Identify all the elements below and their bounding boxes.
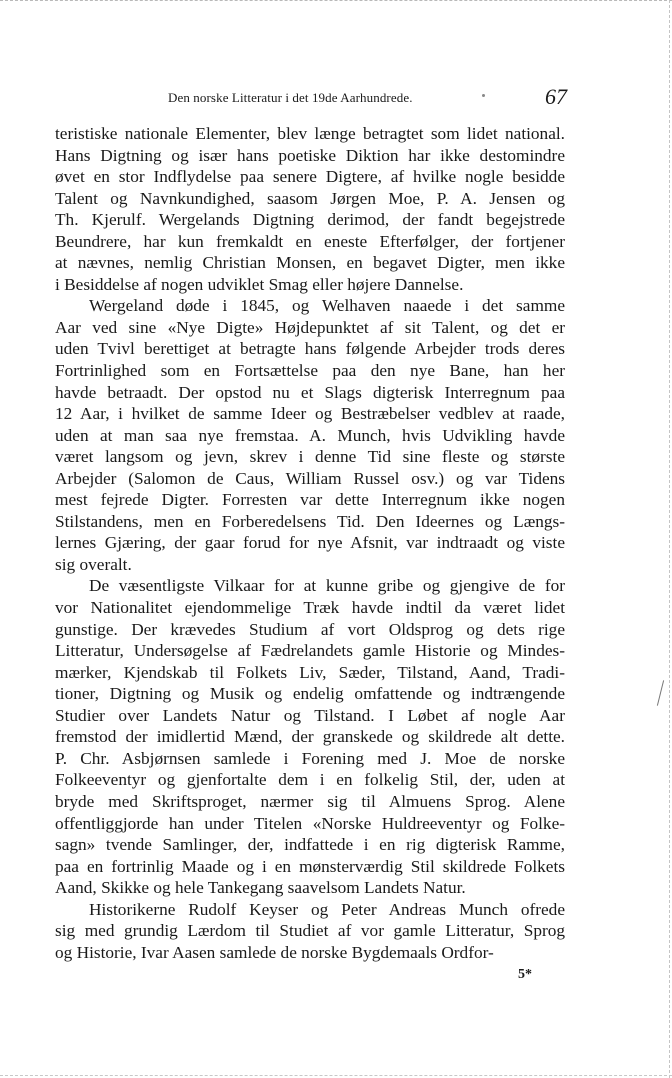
text-line: lernes Gjæring, der gaar forud for nye Afsnit, var indtraadt og viste: [55, 533, 565, 553]
text-line: teristiske nationale Elementer, blev længe betragtet som lidet national.: [55, 124, 565, 143]
text-line: mærker, Kjendskab til Folkets Liv, Sæder, Tilstand, Aand, Tradi-: [55, 662, 565, 682]
running-head: Den norske Litteratur i det 19de Aarhundrede.: [168, 90, 413, 105]
paragraph: [55, 575, 565, 898]
text-line: bryde med Skriftsproget, nærmer sig til Almuens Sprog. Alene: [55, 791, 565, 811]
text-line: uden Tvivl berettiget at betragte hans følgende Arbejder trods deres: [55, 339, 565, 359]
text-line: gunstige. Der krævedes Studium af vort Oldsprog og dets rige: [55, 619, 565, 639]
text-line: Litteratur, Undersøgelse af Fædrelandets gamle Historie og Mindes-: [55, 641, 565, 661]
signature-mark: 5*: [518, 967, 532, 982]
text-line: Historikerne Rudolf Keyser og Peter Andreas Munch ofrede: [89, 899, 565, 919]
text-line: øvet en stor Indflydelse paa senere Digtere, af hvilke nogle besidde: [55, 167, 565, 187]
text-line: uden at man saa nye fremstaa. A. Munch, hvis Udvikling havde: [55, 425, 565, 445]
text-line: De væsentligste Vilkaar for at kunne gribe og gjengive de for: [89, 576, 565, 596]
text-line: vor Nationalitet ejendommelige Træk havde indtil da været lidet: [55, 598, 565, 618]
text-line: mest fejrede Digter. Forresten var dette Interregnum ikke nogen: [55, 490, 565, 510]
text-line: sig overalt.: [55, 554, 132, 574]
text-line: Aand, Skikke og hele Tankegang saavelsom Landets Natur.: [55, 878, 466, 898]
text-line: P. Chr. Asbjørnsen samlede i Forening med J. Moe de norske: [55, 748, 565, 768]
paragraph: [55, 295, 565, 575]
text-line: tioner, Digtning og Musik og endelig omfattende og indtrængende: [55, 684, 565, 704]
scan-edge-right: [668, 0, 670, 1078]
text-line: Wergeland døde i 1845, og Welhaven naaede i det samme: [89, 296, 565, 316]
text-line: og Historie, Ivar Aasen samlede de norske Bygdemaals Ordfor-: [55, 942, 494, 962]
text-line: i Besiddelse af nogen udviklet Smag eller højere Dannelse.: [55, 274, 464, 294]
text-line: havde betraadt. Der opstod nu et Slags digterisk Interregnum paa: [55, 382, 565, 402]
text-line: Aar ved sine «Nye Digte» Højdepunktet af sit Talent, og det er: [55, 317, 565, 337]
text-line: Stilstandens, men en Forberedelsens Tid. Den Ideernes og Længs-: [55, 511, 565, 531]
text-line: Talent og Navnkundighed, saasom Jørgen Moe, P. A. Jensen og: [55, 188, 565, 208]
text-line: Studier over Landets Natur og Tilstand. I Løbet af nogle Aar: [55, 705, 565, 725]
text-line: offentliggjorde han under Titelen «Norske Huldreeventyr og Folke-: [55, 813, 565, 833]
paragraph: [55, 123, 565, 295]
text-line: sig med grundig Lærdom til Studiet af vor gamle Litteratur, Sprog: [55, 921, 565, 941]
text-line: sagn» tvende Samlinger, der, indfattede i en rig digterisk Ramme,: [55, 835, 565, 855]
text-line: Fortrinlighed som en Fortsættelse paa den nye Bane, han her: [55, 361, 565, 381]
ink-speck: [482, 94, 485, 97]
text-line: Hans Digtning og især hans poetiske Diktion har ikke destomindre: [55, 145, 565, 165]
scan-edge-bottom: [0, 1074, 672, 1076]
text-line: 12 Aar, i hvilket de samme Ideer og Bestræbelser vedblev at raade,: [55, 404, 565, 424]
text-line: Folkeeventyr og gjenfortalte dem i en folkelig Stil, der, uden at: [55, 770, 565, 790]
text-line: været langsom og jevn, skrev i denne Tid sine fleste og største: [55, 447, 565, 467]
body-text: [55, 123, 565, 963]
text-line: paa en fortrinlig Maade og i en mønsterværdig Stil skildrede Folkets: [55, 856, 565, 876]
margin-pencil-mark: [657, 680, 664, 705]
text-line: Arbejder (Salomon de Caus, William Russel osv.) og var Tidens: [55, 468, 565, 488]
text-line: Th. Kjerulf. Wergelands Digtning derimod, der fandt begejstrede: [55, 210, 565, 230]
text-line: Beundrere, har kun fremkaldt en eneste Efterfølger, der fortjener: [55, 231, 565, 251]
text-line: fremstod der imidlertid Mænd, der granskede og skildrede alt dette.: [55, 727, 565, 747]
scan-edge-top: [0, 0, 672, 5]
text-line: at nævnes, nemlig Christian Monsen, en begavet Digter, men ikke: [55, 253, 565, 273]
paragraph: [55, 899, 565, 964]
page-number: 67: [545, 84, 567, 109]
